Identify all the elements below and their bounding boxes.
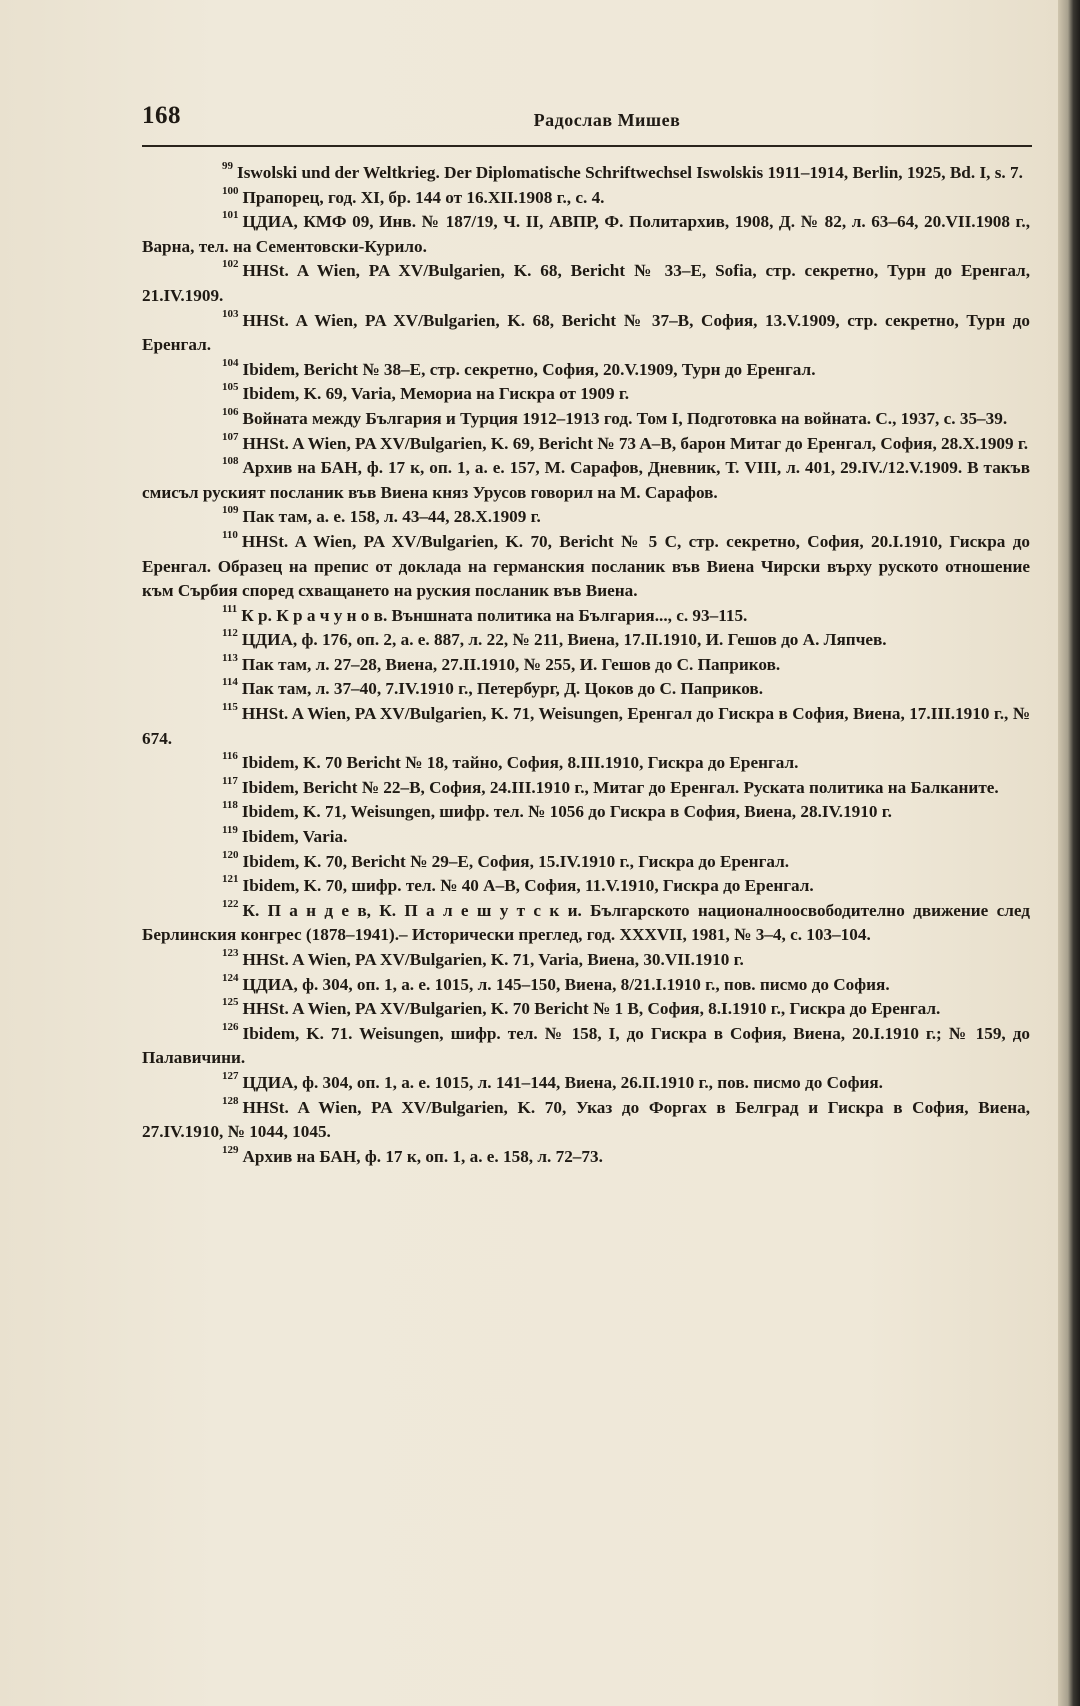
footnote — [142, 850, 1030, 875]
footnote — [142, 800, 1030, 825]
footnote-number: 125 — [222, 996, 239, 1009]
footnote-text: Ibidem, K. 70, Bericht № 29–E, София, 15.IV.1910 г., Гискра до Еренгал. — [242, 851, 790, 871]
footnote-number: 124 — [222, 971, 239, 984]
footnote-number: 113 — [222, 651, 238, 664]
footnote — [142, 505, 1030, 530]
footnote — [142, 1096, 1030, 1145]
footnote-number: 114 — [222, 676, 238, 689]
footnote — [142, 702, 1030, 751]
footnote-number: 118 — [222, 799, 238, 812]
footnote — [142, 825, 1030, 850]
footnote-number: 106 — [222, 405, 239, 418]
footnote-number: 99 — [222, 160, 233, 172]
footnote-number: 127 — [222, 1069, 239, 1082]
footnote-number: 104 — [222, 356, 239, 369]
footnote-text: ЦДИА, ф. 304, оп. 1, а. е. 1015, л. 141–144, Виена, 26.II.1910 г., пов. писмо до София. — [242, 1072, 883, 1092]
footnote — [142, 309, 1030, 358]
footnote-text: HHSt. A Wien, PA XV/Bulgarien, K. 68, Bericht № 33–E, Sofia, стр. секретно, Турн до Еренгал, 21.IV.1909. — [142, 261, 1030, 305]
footnote-number: 101 — [222, 209, 239, 222]
footnote-number: 112 — [222, 627, 238, 640]
footnote-text: Архив на БАН, ф. 17 к, оп. 1, а. е. 158, л. 72–73. — [242, 1146, 603, 1166]
footnote — [142, 874, 1030, 899]
footnote-text: HHSt. A Wien, PA XV/Bulgarien, K. 70, Bericht № 5 C, стр. секретно, София, 20.I.1910, Гискра до Еренгал. Образец на препис от доклада на германския посланик във Виена Чирски върху руското отношение към Сърбия според схващането на руския посланик във Виена. — [142, 531, 1030, 601]
footnote — [142, 456, 1030, 505]
footnote-text: Архив на БАН, ф. 17 к, оп. 1, а. е. 157, М. Сарафов, Дневник, Т. VIII, л. 401, 29.IV./12.V.1909. В такъв смисъл руският посланик във Виена княз Урусов говорил на М. Сарафов. — [142, 458, 1030, 502]
footnote-number: 107 — [222, 430, 239, 443]
page-binding-edge — [1058, 0, 1080, 1706]
footnote — [142, 997, 1030, 1022]
footnote — [142, 628, 1030, 653]
footnote — [142, 530, 1030, 604]
footnote-text: Ibidem, K. 69, Varia, Мемориа на Гискра от 1909 г. — [242, 384, 630, 404]
footnote — [142, 210, 1030, 259]
footnote-text: Ibidem, K. 70 Bericht № 18, тайно, София, 8.III.1910, Гискра до Еренгал. — [241, 753, 799, 773]
footnote-text: К р. К р а ч у н о в. Външната политика на България..., с. 93–115. — [241, 605, 748, 625]
footnote-text: HHSt. A Wien, PA XV/Bulgarien, K. 70, Указ до Форгах в Белград и Гискра в София, Виена, 27.IV.1910, № 1044, 1045. — [142, 1097, 1030, 1142]
footnote-number: 105 — [222, 381, 239, 394]
footnote — [142, 1145, 1030, 1170]
footnote-number: 129 — [222, 1143, 239, 1156]
footnote-text: Ibidem, Bericht № 22–B, София, 24.III.1910 г., Митаг до Еренгал. Руската политика на Балканите. — [241, 777, 999, 797]
footnote-text: Ibidem, K. 70, шифр. тел. № 40 A–B, София, 11.V.1910, Гискра до Еренгал. — [242, 876, 814, 896]
footnote — [142, 604, 1030, 629]
footnote-number: 111 — [222, 602, 238, 615]
page-header — [142, 102, 1032, 142]
footnote-number: 110 — [222, 528, 238, 541]
footnote — [142, 1071, 1030, 1096]
footnote-text: Пак там, л. 37–40, 7.IV.1910 г., Петербург, Д. Цоков до С. Паприков. — [241, 679, 764, 699]
footnote-number: 121 — [222, 873, 239, 886]
footnote-text: ЦДИА, КМФ 09, Инв. № 187/19, Ч. II, АВПР, Ф. Политархив, 1908, Д. № 82, л. 63–64, 20.VII.1908 г., Варна, тел. на Сементовски-Курило. — [142, 212, 1030, 256]
footnote — [142, 358, 1030, 383]
footnote-number: 102 — [222, 258, 239, 271]
footnote-text: HHSt. A Wien, PA XV/Bulgarien, K. 69, Bericht № 73 A–B, барон Митаг до Еренгал, София, 28.X.1909 г. — [242, 433, 1029, 453]
footnote-number: 109 — [222, 504, 239, 517]
footnote-text: Ibidem, Varia. — [241, 827, 348, 847]
footnote — [142, 776, 1030, 801]
page-number: 168 — [142, 102, 181, 129]
footnote-number: 119 — [222, 824, 238, 837]
running-head: Радослав Мишев — [533, 110, 681, 130]
footnote-number: 117 — [222, 774, 238, 787]
footnote-text: Прапорец, год. XI, бр. 144 от 16.XII.1908 г., с. 4. — [242, 187, 605, 207]
footnote-text: К. П а н д е в, К. П а л е ш у т с к и. Българското националноосвободително движение след Берлинския конгрес (1878–1941).– Исторически преглед, год. XXXVII, 1981, № 3–4, с. 103–104. — [142, 900, 1030, 945]
footnote-text: Ibidem, K. 71. Weisungen, шифр. тел. № 158, I, до Гискра в София, Виена, 20.I.1910 г.; № 159, до Палавичини. — [142, 1023, 1030, 1068]
footnote-number: 128 — [222, 1094, 239, 1107]
footnote-text: Ibidem, K. 71, Weisungen, шифр. тел. № 1056 до Гискра в София, Виена, 28.IV.1910 г. — [241, 802, 892, 822]
footnote — [142, 677, 1030, 702]
header-rule — [142, 145, 1032, 147]
footnote-number: 108 — [222, 455, 239, 468]
footnote-text: Пак там, а. е. 158, л. 43–44, 28.X.1909 г. — [242, 507, 541, 527]
footnote — [142, 432, 1030, 457]
footnotes — [142, 161, 1030, 1169]
footnote-number: 115 — [222, 701, 238, 714]
footnote-text: HHSt. A Wien, PA XV/Bulgarien, K. 70 Bericht № 1 B, София, 8.I.1910 г., Гискра до Еренгал. — [242, 999, 941, 1019]
footnote-text: ЦДИА, ф. 304, оп. 1, а. е. 1015, л. 145–150, Виена, 8/21.I.1910 г., пов. писмо до София. — [242, 974, 890, 994]
footnote-number: 103 — [222, 307, 239, 320]
footnote — [142, 382, 1030, 407]
footnote — [142, 899, 1030, 948]
footnote-number: 126 — [222, 1020, 239, 1033]
footnote — [142, 407, 1030, 432]
footnote-text: Ibidem, Bericht № 38–E, стр. секретно, София, 20.V.1909, Турн до Еренгал. — [242, 359, 816, 379]
footnote-text: HHSt. A Wien, PA XV/Bulgarien, K. 71, Varia, Виена, 30.VII.1910 г. — [242, 950, 744, 969]
footnote — [142, 751, 1030, 776]
footnote-text: Iswolski und der Weltkrieg. Der Diplomatische Schriftwechsel Iswolskis 1911–1914, Berlin, 1925, Bd. I, s. 7. — [237, 163, 1023, 182]
footnote-number: 100 — [222, 184, 239, 197]
footnote-number: 120 — [222, 848, 239, 861]
footnote — [142, 186, 1030, 211]
footnote-number: 123 — [222, 947, 239, 959]
footnote — [142, 161, 1030, 186]
footnote — [142, 1022, 1030, 1071]
footnote-text: Пак там, л. 27–28, Виена, 27.II.1910, № 255, И. Гешов до С. Паприков. — [241, 654, 781, 674]
footnote — [142, 948, 1030, 973]
footnote-text: HHSt. A Wien, PA XV/Bulgarien, K. 68, Bericht № 37–B, София, 13.V.1909, стр. секретно, Турн до Еренгал. — [142, 310, 1030, 355]
footnote — [142, 973, 1030, 998]
footnote-text: Войната между България и Турция 1912–1913 год. Том I, Подготовка на войната. С., 1937, с. 35–39. — [242, 408, 1008, 428]
footnote-text: HHSt. A Wien, PA XV/Bulgarien, K. 71, Weisungen, Еренгал до Гискра в София, Виена, 17.III.1910 г., № 674. — [142, 704, 1030, 748]
footnote-number: 116 — [222, 750, 238, 763]
footnote-number: 122 — [222, 897, 239, 910]
footnote-text: ЦДИА, ф. 176, оп. 2, а. е. 887, л. 22, № 211, Виена, 17.II.1910, И. Гешов до А. Ляпчев. — [241, 630, 887, 650]
footnote — [142, 653, 1030, 678]
footnote — [142, 259, 1030, 308]
